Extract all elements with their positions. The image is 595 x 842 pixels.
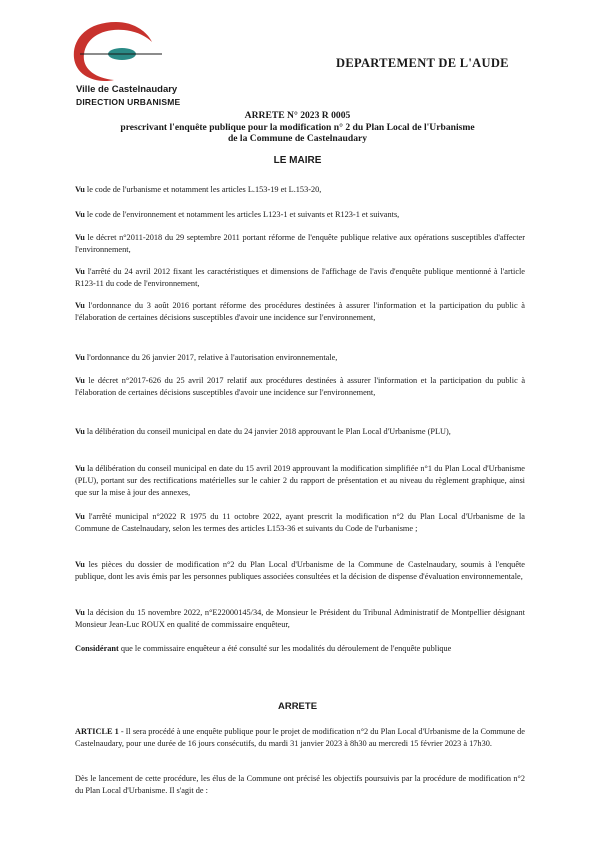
paragraph: Vu l'arrêté municipal n°2022 R 1975 du 11 octobre 2022, ayant prescrit la modification n°2 du Plan Local d'Urbanisme de la Commune de Castelnaudary, selon les termes des articles L153-36 et suivants du Code de l'urbanisme ; [75, 512, 525, 534]
paragraph: Considérant que le commissaire enquêteur a été consulté sur les modalités du déroulement de l'enquête publique [75, 644, 452, 653]
paragraph: Vu le code de l'urbanisme et notamment les articles L.153-19 et L.153-20, [75, 185, 322, 194]
title-line-1: ARRETE N° 2023 R 0005 [244, 110, 351, 121]
direction-label: DIRECTION URBANISME [76, 97, 181, 107]
paragraph: Vu l'arrêté du 24 avril 2012 fixant les caractéristiques et dimensions de l'affichage de l'avis d'enquête publique mentionné à l'article R123-11 du code de l'environnement, [75, 267, 525, 289]
city-name: Ville de Castelnaudary [76, 84, 178, 95]
closing-paragraph: Dès le lancement de cette procédure, les élus de la Commune ont précisé les objectifs poursuivis par la procédure de modification n°2 du Plan Local d'Urbanisme. Il s'agit de : [75, 774, 525, 796]
department-heading: DEPARTEMENT DE L'AUDE [336, 56, 509, 70]
paragraph: Vu le code de l'environnement et notamment les articles L123-1 et suivants et R123-1 et suivants, [75, 210, 400, 219]
paragraph: Vu l'ordonnance du 26 janvier 2017, relative à l'autorisation environnementale, [75, 353, 338, 362]
paragraph: Vu l'ordonnance du 3 août 2016 portant réforme des procédures destinées à assurer l'information et la participation du public à l'élaboration de certaines décisions susceptibles d'avoir une incidence sur l'environnement, [75, 301, 525, 323]
document-title [60, 110, 535, 145]
arrete-heading: ARRETE [277, 701, 318, 712]
title-line-3: de la Commune de Castelnaudary [227, 133, 368, 144]
title-line-2: prescrivant l'enquête publique pour la modification n° 2 du Plan Local de l'Urbanisme [120, 121, 475, 133]
castelnaudary-logo-icon [66, 18, 166, 88]
le-maire-heading: LE MAIRE [273, 155, 322, 166]
paragraph: Vu la délibération du conseil municipal en date du 15 avril 2019 approuvant la modification simplifiée n°1 du Plan Local d'Urbanisme (PLU), portant sur des rectifications matérielles sur le cahier 2 du rapport de présentation et au niveau du règlement graphique, ainsi que sur la mise à jour des annexes, [75, 464, 525, 498]
article-1: ARTICLE 1 - Il sera procédé à une enquête publique pour le projet de modification n°2 du Plan Local d'Urbanisme de la Commune de Castelnaudary, pour une durée de 16 jours consécutifs, du mardi 31 janvier 2023 à 8h30 au mercredi 15 février 2023 à 17h30. [75, 727, 525, 749]
paragraph: Vu la délibération du conseil municipal en date du 24 janvier 2018 approuvant le Plan Local d'Urbanisme (PLU), [75, 427, 451, 436]
paragraph: Vu la décision du 15 novembre 2022, n°E22000145/34, de Monsieur le Président du Tribunal Administratif de Montpellier désignant Monsieur Jean-Luc ROUX en qualité de commissaire enquêteur, [75, 608, 525, 630]
paragraph: Vu le décret n°2011-2018 du 29 septembre 2011 portant réforme de l'enquête publique relative aux opérations susceptibles d'affecter l'environnement, [75, 233, 525, 255]
paragraph: Vu les pièces du dossier de modification n°2 du Plan Local d'Urbanisme de la Commune de Castelnaudary, soumis à l'enquête publique, dont les avis émis par les personnes publiques associées consultées et la décision de dispense d'évaluation environnementale, [75, 560, 525, 582]
paragraph: Vu le décret n°2017-626 du 25 avril 2017 relatif aux procédures destinées à assurer l'information et la participation du public à l'élaboration de certaines décisions susceptibles d'avoir une incidence sur l'environnement, [75, 376, 525, 398]
